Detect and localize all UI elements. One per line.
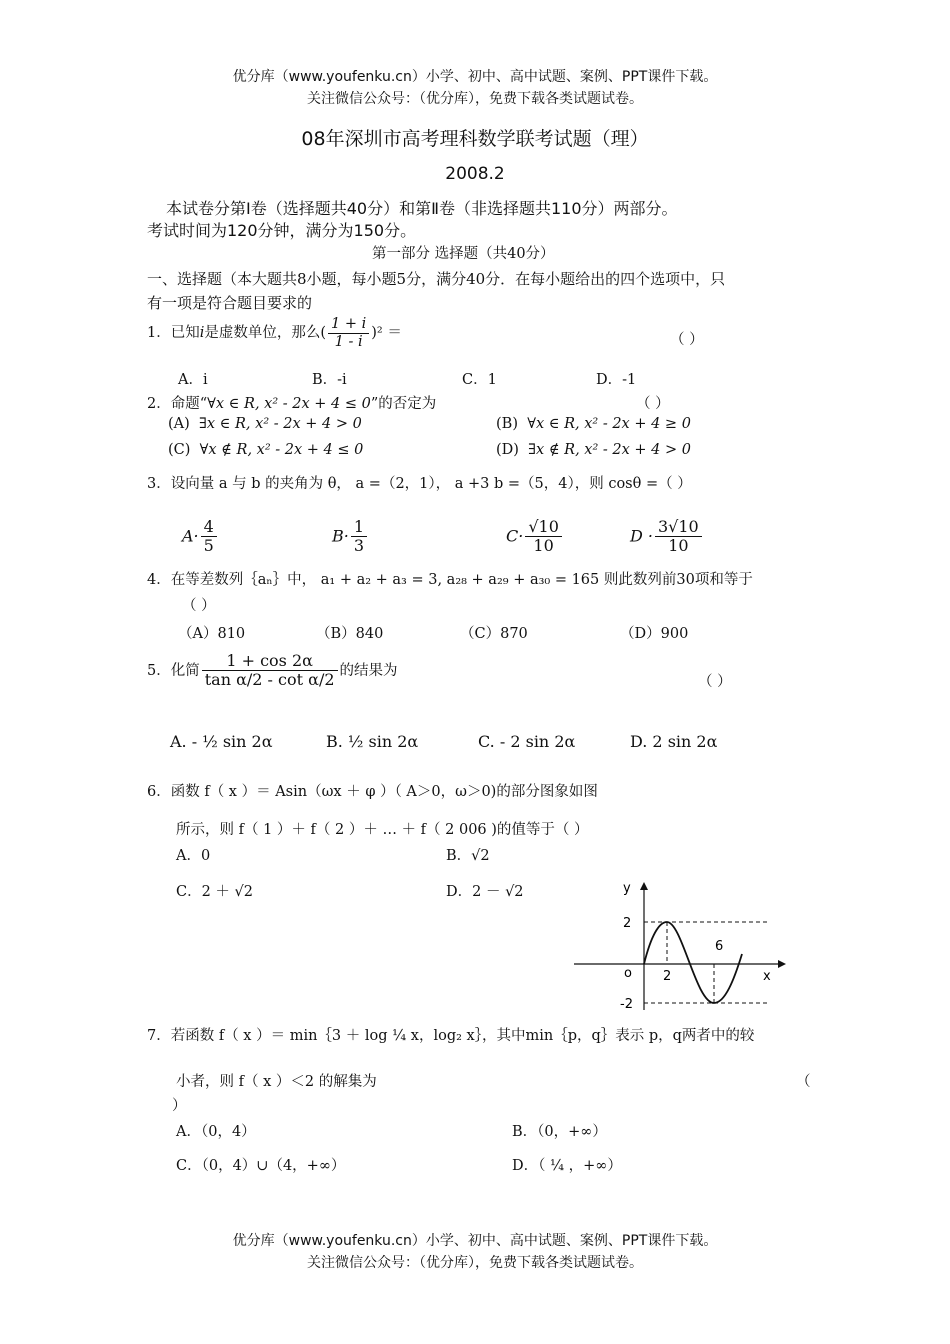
question-4: 4．在等差数列｛aₙ｝中， a₁ + a₂ + a₃ = 3, a₂₈ + a₂₉ + a₃₀ = 165 则此数列前30项和等于 xyxy=(147,572,753,588)
q1-option-c: C．1 xyxy=(462,372,497,388)
q7-option-d: D．（ ¼ ，+∞） xyxy=(512,1158,622,1174)
q6-sine-graph xyxy=(560,872,790,1014)
q6-option-b: B．√2 xyxy=(446,848,490,864)
q6-option-c: C．2 ＋ √2 xyxy=(176,884,254,900)
y-min-label: -2 xyxy=(620,997,633,1012)
y-axis-label: y xyxy=(623,881,631,896)
question-6-line-2: 所示，则 f（ 1 ）＋ f（ 2 ）＋ … ＋ f（ 2 006 )的值等于（ ） xyxy=(176,822,589,838)
q2-option-d: (D) ∃x ∉ R, x² - 2x + 4 > 0 xyxy=(496,442,691,458)
x-tick-label-2: 6 xyxy=(715,939,724,954)
q5-option-b: B. ½ sin 2α xyxy=(326,732,419,751)
q3-option-d: D · $\frac{3√10}{10}$ xyxy=(630,518,704,556)
footer-line-1: 优分库（www.youfenku.cn）小学、初中、高中试题、案例、PPT课件下载。 xyxy=(232,1233,718,1249)
q6-option-d: D．2 － √2 xyxy=(446,884,524,900)
q4-answer-bracket: （ ） xyxy=(182,598,216,614)
section-title: 第一部分 选择题（共40分） xyxy=(372,246,555,262)
question-5: 5．化简 $\frac{1 + \cos 2\alpha}{\text{tan α/2 - cot α/2}}$ 的结果为 xyxy=(147,651,398,690)
question-7-line-1: 7．若函数 f（ x ）＝ min｛3 ＋ log ¼ x，log₂ x｝，其中min｛p，q｝表示 p，q两者中的较 xyxy=(147,1028,755,1044)
q6-option-a: A．0 xyxy=(176,848,211,864)
origin-label: o xyxy=(624,966,632,981)
header-line-1: 优分库（www.youfenku.cn）小学、初中、高中试题、案例、PPT课件下载。 xyxy=(232,69,718,85)
x-tick-label: 2 xyxy=(663,969,672,984)
q1-answer-bracket: （ ） xyxy=(670,332,704,348)
question-2: 2．命题“∀x ∈ R, x² - 2x + 4 ≤ 0”的否定为 xyxy=(147,396,437,412)
q4-option-d: （D）900 xyxy=(620,626,689,642)
question-1: 1．已知i是虚数单位，那么( $\frac{1 + i}{1 - i}$ )² ＝ xyxy=(147,316,402,350)
q5-option-c: C. - 2 sin 2α xyxy=(478,732,576,751)
question-7-line-2: 小者，则 f（ x ）＜2 的解集为 xyxy=(176,1074,377,1090)
intro-line-1: 本试卷分第Ⅰ卷（选择题共40分）和第Ⅱ卷（非选择题共110分）两部分。 xyxy=(166,199,678,218)
exam-date: 2008.2 xyxy=(445,164,505,184)
q5-option-a: A. - ½ sin 2α xyxy=(170,732,273,751)
page-title: 08年深圳市高考理科数学联考试题（理） xyxy=(301,128,649,150)
question-6-line-1: 6．函数 f（ x ）＝ Asin（ωx ＋ φ ）（ A＞0，ω＞0)的部分图象如图 xyxy=(147,784,598,800)
q7-option-a: A．（0，4） xyxy=(176,1124,256,1140)
footer-line-2: 关注微信公众号：（优分库），免费下载各类试题试卷。 xyxy=(307,1255,643,1271)
q1-option-b: B．-i xyxy=(312,372,347,388)
y-axis-arrow xyxy=(640,882,648,890)
section-instruction-1: 一、选择题（本大题共8小题，每小题5分，满分40分．在每小题给出的四个选项中，只 xyxy=(147,270,726,288)
q5-answer-bracket: （ ） xyxy=(698,674,732,690)
q5-option-d: D. 2 sin 2α xyxy=(630,732,718,751)
x-axis-label: x xyxy=(763,969,771,984)
intro-line-2: 考试时间为120分钟，满分为150分。 xyxy=(147,221,417,240)
q7-bracket-close: ） xyxy=(172,1098,187,1114)
section-instruction-2: 有一项是符合题目要求的 xyxy=(147,294,313,312)
q4-option-b: （B）840 xyxy=(316,626,384,642)
header-line-2: 关注微信公众号：（优分库），免费下载各类试题试卷。 xyxy=(307,91,643,107)
q7-bracket-open: （ xyxy=(796,1074,811,1090)
sine-curve xyxy=(644,922,742,1003)
q3-option-b: B· $\frac{1}{3}$ xyxy=(332,518,369,556)
q4-option-c: （C）870 xyxy=(460,626,528,642)
q2-option-a: (A) ∃x ∈ R, x² - 2x + 4 > 0 xyxy=(168,416,362,432)
q7-option-c: C．（0，4）∪（4，+∞） xyxy=(176,1158,346,1174)
q2-answer-bracket: （ ） xyxy=(636,396,670,412)
q3-option-a: A· $\frac{4}{5}$ xyxy=(182,518,219,556)
q1-option-a: A．i xyxy=(178,372,208,388)
q3-option-c: C· $\frac{√10}{10}$ xyxy=(506,518,564,556)
question-3: 3．设向量 a 与 b 的夹角为 θ， a =（2，1）， a +3 b =（5，4），则 cosθ =（ ） xyxy=(147,476,692,492)
q1-option-d: D．-1 xyxy=(596,372,637,388)
y-max-label: 2 xyxy=(623,916,632,931)
x-axis-arrow xyxy=(778,960,786,968)
q2-option-c: (C) ∀x ∉ R, x² - 2x + 4 ≤ 0 xyxy=(168,442,364,458)
q7-option-b: B．（0，+∞） xyxy=(512,1124,607,1140)
q4-option-a: （A）810 xyxy=(178,626,246,642)
q2-option-b: (B) ∀x ∈ R, x² - 2x + 4 ≥ 0 xyxy=(496,416,691,432)
